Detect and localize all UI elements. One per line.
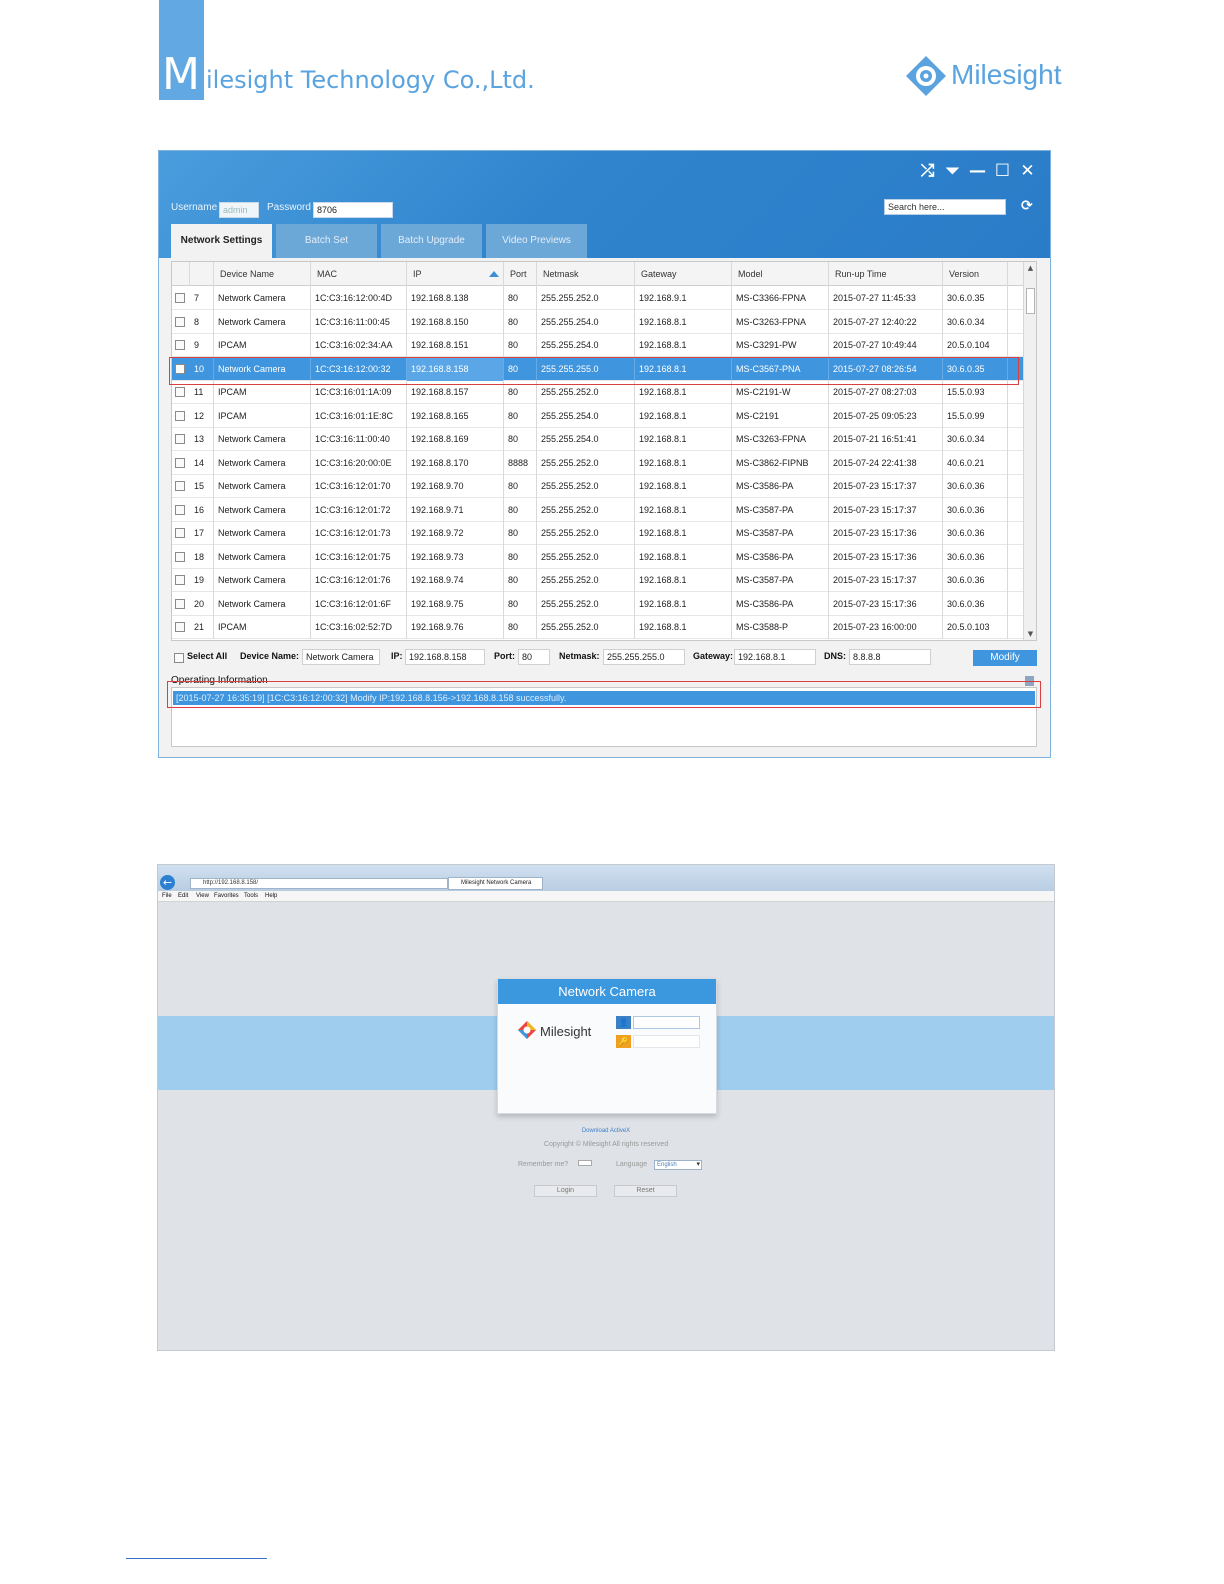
password-label: Password bbox=[267, 202, 311, 213]
cell-no: 13 bbox=[190, 427, 214, 451]
gateway-input[interactable]: 192.168.8.1 bbox=[734, 649, 816, 665]
remember-toggle[interactable] bbox=[578, 1160, 592, 1166]
menu-favorites[interactable]: Favorites bbox=[214, 893, 239, 899]
cell-model: MS-C3291-PW bbox=[732, 333, 829, 357]
cell-no: 7 bbox=[190, 286, 214, 310]
cell-port: 80 bbox=[504, 404, 537, 428]
maximize-icon[interactable]: ☐ bbox=[994, 161, 1011, 181]
cell-mac: 1C:C3:16:12:01:6F bbox=[311, 592, 407, 616]
cell-mask: 255.255.252.0 bbox=[537, 615, 635, 639]
cell-mac: 1C:C3:16:12:01:72 bbox=[311, 498, 407, 522]
cell-ver: 30.6.0.36 bbox=[943, 521, 1008, 545]
cell-name: Network Camera bbox=[214, 357, 311, 381]
cell-model: MS-C3567-PNA bbox=[732, 357, 829, 381]
cell-name: Network Camera bbox=[214, 498, 311, 522]
cell-model: MS-C2191 bbox=[732, 404, 829, 428]
language-select[interactable]: English ▾ bbox=[654, 1160, 702, 1170]
cell-model: MS-C3586-PA bbox=[732, 545, 829, 569]
ip-input[interactable]: 192.168.8.158 bbox=[405, 649, 485, 665]
cell-port: 80 bbox=[504, 333, 537, 357]
cell-port: 80 bbox=[504, 427, 537, 451]
netmask-label: Netmask: bbox=[559, 651, 600, 661]
cell-model: MS-C3586-PA bbox=[732, 474, 829, 498]
cell-model: MS-C3587-PA bbox=[732, 498, 829, 522]
cell-no: 18 bbox=[190, 545, 214, 569]
table-row[interactable] bbox=[172, 310, 1024, 334]
header-checkbox-col bbox=[172, 262, 190, 286]
user-icon: 👤 bbox=[616, 1016, 631, 1029]
selected-row-highlight-box bbox=[169, 357, 1019, 385]
cell-port: 80 bbox=[504, 286, 537, 310]
cell-run: 2015-07-24 22:41:38 bbox=[829, 451, 943, 475]
copyright-text: Copyright © Milesight All rights reserved bbox=[543, 1141, 669, 1148]
cell-mask: 255.255.252.0 bbox=[537, 545, 635, 569]
cell-ip: 192.168.9.76 bbox=[407, 615, 504, 639]
table-row[interactable] bbox=[172, 592, 1024, 616]
cell-no: 15 bbox=[190, 474, 214, 498]
cell-ver: 30.6.0.36 bbox=[943, 568, 1008, 592]
menu-view[interactable]: View bbox=[196, 893, 209, 899]
cell-ip: 192.168.8.170 bbox=[407, 451, 504, 475]
table-row[interactable] bbox=[172, 521, 1024, 545]
table-row[interactable] bbox=[172, 286, 1024, 310]
cell-ver: 15.5.0.93 bbox=[943, 380, 1008, 404]
cell-run: 2015-07-23 15:17:37 bbox=[829, 498, 943, 522]
dns-label: DNS: bbox=[824, 651, 846, 661]
footer-rule bbox=[126, 1558, 267, 1559]
cell-gw: 192.168.8.1 bbox=[635, 615, 732, 639]
milesight-logo-icon bbox=[905, 55, 947, 97]
address-bar[interactable]: http://192.168.8.158/ bbox=[190, 878, 448, 889]
password-field[interactable] bbox=[633, 1035, 700, 1048]
cell-model: MS-C3263-FPNA bbox=[732, 427, 829, 451]
username-label: Username bbox=[171, 202, 218, 213]
cell-ver: 30.6.0.34 bbox=[943, 427, 1008, 451]
cell-model: MS-C3587-PA bbox=[732, 521, 829, 545]
row-checkbox[interactable] bbox=[175, 599, 185, 609]
cell-mac: 1C:C3:16:20:00:0E bbox=[311, 451, 407, 475]
select-all-label: Select All bbox=[187, 651, 228, 661]
cell-model: MS-C3588-P bbox=[732, 615, 829, 639]
cell-name: Network Camera bbox=[214, 451, 311, 475]
cell-model: MS-C3263-FPNA bbox=[732, 310, 829, 334]
row-checkbox[interactable] bbox=[175, 622, 185, 632]
cell-name: IPCAM bbox=[214, 404, 311, 428]
cell-run: 2015-07-23 15:17:37 bbox=[829, 568, 943, 592]
cell-mac: 1C:C3:16:12:01:73 bbox=[311, 521, 407, 545]
cell-gw: 192.168.8.1 bbox=[635, 521, 732, 545]
port-input[interactable]: 80 bbox=[518, 649, 550, 665]
cell-gw: 192.168.8.1 bbox=[635, 427, 732, 451]
port-label: Port: bbox=[494, 651, 515, 661]
cell-run: 2015-07-23 16:00:00 bbox=[829, 615, 943, 639]
cell-ip: 192.168.9.73 bbox=[407, 545, 504, 569]
cell-run: 2015-07-27 11:45:33 bbox=[829, 286, 943, 310]
minimize-icon[interactable]: — bbox=[969, 161, 986, 181]
key-icon: 🔑 bbox=[616, 1035, 631, 1048]
log-highlight-box bbox=[167, 681, 1041, 708]
cell-mask: 255.255.252.0 bbox=[537, 568, 635, 592]
cell-mac: 1C:C3:16:12:01:75 bbox=[311, 545, 407, 569]
cell-name: Network Camera bbox=[214, 592, 311, 616]
language-label: Language bbox=[616, 1161, 648, 1168]
row-checkbox[interactable] bbox=[175, 387, 185, 397]
browser-window bbox=[157, 864, 1055, 1351]
cell-model: MS-C3586-PA bbox=[732, 592, 829, 616]
menu-file[interactable]: File bbox=[162, 893, 172, 899]
close-icon[interactable]: ✕ bbox=[1020, 161, 1035, 181]
cell-mac: 1C:C3:16:11:00:40 bbox=[311, 427, 407, 451]
cell-gw: 192.168.8.1 bbox=[635, 404, 732, 428]
cell-mask: 255.255.252.0 bbox=[537, 521, 635, 545]
cell-run: 2015-07-23 15:17:37 bbox=[829, 474, 943, 498]
cell-port: 80 bbox=[504, 592, 537, 616]
cell-ver: 30.6.0.36 bbox=[943, 498, 1008, 522]
sort-ascending-icon bbox=[489, 271, 499, 277]
cell-port: 80 bbox=[504, 474, 537, 498]
cell-run: 2015-07-27 10:49:44 bbox=[829, 333, 943, 357]
row-checkbox[interactable] bbox=[175, 481, 185, 491]
tab-video-previews[interactable]: Video Previews bbox=[486, 224, 587, 258]
table-row[interactable] bbox=[172, 545, 1024, 569]
cell-no: 8 bbox=[190, 310, 214, 334]
cell-port: 8888 bbox=[504, 451, 537, 475]
column-header-runup-time[interactable]: Run-up Time bbox=[829, 262, 943, 286]
cell-ip: 192.168.9.70 bbox=[407, 474, 504, 498]
cell-port: 80 bbox=[504, 615, 537, 639]
cell-ver: 30.6.0.36 bbox=[943, 592, 1008, 616]
cell-run: 2015-07-27 08:26:54 bbox=[829, 357, 943, 381]
cell-name: IPCAM bbox=[214, 615, 311, 639]
cell-model: MS-C3366-FPNA bbox=[732, 286, 829, 310]
netmask-input[interactable]: 255.255.255.0 bbox=[603, 649, 685, 665]
cell-ip: 192.168.9.75 bbox=[407, 592, 504, 616]
cell-gw: 192.168.8.1 bbox=[635, 380, 732, 404]
column-header-netmask[interactable]: Netmask bbox=[537, 262, 635, 286]
cell-run: 2015-07-23 15:17:36 bbox=[829, 592, 943, 616]
cell-ver: 15.5.0.99 bbox=[943, 404, 1008, 428]
cell-mask: 255.255.252.0 bbox=[537, 498, 635, 522]
company-name: ilesight Technology Co.,Ltd. bbox=[206, 66, 535, 94]
log-entry: [2015-07-27 16:35:19] [1C:C3:16:12:00:32] Modify IP:192.168.8.156->192.168.8.158 successfully. bbox=[173, 691, 1035, 705]
row-checkbox[interactable] bbox=[175, 528, 185, 538]
cell-ip: 192.168.8.158 bbox=[407, 357, 504, 381]
cell-gw: 192.168.8.1 bbox=[635, 568, 732, 592]
cell-mac: 1C:C3:16:11:00:45 bbox=[311, 310, 407, 334]
cell-ver: 30.6.0.36 bbox=[943, 474, 1008, 498]
table-row[interactable] bbox=[172, 451, 1024, 475]
window-controls bbox=[919, 161, 1036, 181]
cell-no: 14 bbox=[190, 451, 214, 475]
cell-mask: 255.255.252.0 bbox=[537, 380, 635, 404]
cell-run: 2015-07-23 15:17:36 bbox=[829, 545, 943, 569]
cell-model: MS-C3862-FIPNB bbox=[732, 451, 829, 475]
cell-run: 2015-07-25 09:05:23 bbox=[829, 404, 943, 428]
cell-port: 80 bbox=[504, 545, 537, 569]
cell-name: Network Camera bbox=[214, 568, 311, 592]
cell-gw: 192.168.8.1 bbox=[635, 592, 732, 616]
row-checkbox[interactable] bbox=[175, 552, 185, 562]
gateway-label: Gateway: bbox=[693, 651, 734, 661]
cell-no: 12 bbox=[190, 404, 214, 428]
milesight-logo-icon bbox=[518, 1021, 536, 1039]
cell-port: 80 bbox=[504, 568, 537, 592]
browser-toolbar bbox=[158, 865, 1054, 891]
cell-no: 16 bbox=[190, 498, 214, 522]
cell-model: MS-C2191-W bbox=[732, 380, 829, 404]
cell-name: Network Camera bbox=[214, 474, 311, 498]
cell-name: Network Camera bbox=[214, 427, 311, 451]
column-header-mac[interactable]: MAC bbox=[311, 262, 407, 286]
cell-ip: 192.168.8.151 bbox=[407, 333, 504, 357]
cell-model: MS-C3587-PA bbox=[732, 568, 829, 592]
cell-ip: 192.168.8.150 bbox=[407, 310, 504, 334]
cell-no: 17 bbox=[190, 521, 214, 545]
cell-mask: 255.255.252.0 bbox=[537, 474, 635, 498]
cell-run: 2015-07-23 15:17:36 bbox=[829, 521, 943, 545]
shuffle-icon[interactable]: ⤮ bbox=[920, 161, 935, 181]
cell-ver: 30.6.0.35 bbox=[943, 286, 1008, 310]
table-row[interactable] bbox=[172, 474, 1024, 498]
scroll-down-icon[interactable]: ▼ bbox=[1027, 630, 1034, 638]
cell-gw: 192.168.8.1 bbox=[635, 333, 732, 357]
cell-ip: 192.168.8.157 bbox=[407, 380, 504, 404]
row-checkbox[interactable] bbox=[175, 317, 185, 327]
cell-ver: 20.5.0.104 bbox=[943, 333, 1008, 357]
cell-no: 21 bbox=[190, 615, 214, 639]
device-name-label: Device Name: bbox=[240, 651, 300, 661]
device-name-input[interactable]: Network Camera bbox=[302, 649, 380, 665]
cell-run: 2015-07-21 16:51:41 bbox=[829, 427, 943, 451]
row-checkbox[interactable] bbox=[175, 434, 185, 444]
header-index-col bbox=[190, 262, 214, 286]
username-field[interactable] bbox=[633, 1016, 700, 1029]
cell-port: 80 bbox=[504, 380, 537, 404]
cell-no: 10 bbox=[190, 357, 214, 381]
cell-run: 2015-07-27 08:27:03 bbox=[829, 380, 943, 404]
browser-menu-bar bbox=[158, 891, 1054, 902]
cell-no: 11 bbox=[190, 380, 214, 404]
cell-name: IPCAM bbox=[214, 380, 311, 404]
cell-mac: 1C:C3:16:12:01:70 bbox=[311, 474, 407, 498]
login-brand-text: Milesight bbox=[540, 1024, 592, 1039]
row-checkbox[interactable] bbox=[175, 340, 185, 350]
cell-mask: 255.255.254.0 bbox=[537, 333, 635, 357]
cell-run: 2015-07-27 12:40:22 bbox=[829, 310, 943, 334]
cell-mask: 255.255.252.0 bbox=[537, 592, 635, 616]
search-input[interactable]: Search here... bbox=[884, 199, 1006, 215]
menu-tools[interactable]: Tools bbox=[244, 893, 259, 899]
cell-gw: 192.168.8.1 bbox=[635, 498, 732, 522]
dns-input[interactable]: 8.8.8.8 bbox=[849, 649, 931, 665]
header-initial: M bbox=[162, 49, 200, 100]
column-header-gateway[interactable]: Gateway bbox=[635, 262, 732, 286]
login-button[interactable]: Login bbox=[534, 1185, 597, 1197]
window-header bbox=[159, 151, 1050, 258]
column-header-ip-label: IP bbox=[413, 269, 422, 279]
cell-name: Network Camera bbox=[214, 286, 311, 310]
select-all-checkbox[interactable] bbox=[174, 653, 184, 663]
username-input[interactable]: admin bbox=[219, 202, 259, 218]
cell-mac: 1C:C3:16:12:00:32 bbox=[311, 357, 407, 381]
row-checkbox[interactable] bbox=[175, 411, 185, 421]
cell-ver: 30.6.0.34 bbox=[943, 310, 1008, 334]
cell-ip: 192.168.8.138 bbox=[407, 286, 504, 310]
column-header-device-name[interactable]: Device Name bbox=[214, 262, 311, 286]
cell-gw: 192.168.8.1 bbox=[635, 357, 732, 381]
cell-ip: 192.168.9.74 bbox=[407, 568, 504, 592]
table-row[interactable] bbox=[172, 568, 1024, 592]
tab-network-settings[interactable]: Network Settings bbox=[171, 224, 272, 258]
cell-port: 80 bbox=[504, 310, 537, 334]
login-title: Network Camera bbox=[498, 979, 716, 1004]
table-row[interactable] bbox=[172, 498, 1024, 522]
cell-gw: 192.168.8.1 bbox=[635, 310, 732, 334]
tab-batch-set[interactable]: Batch Set bbox=[276, 224, 377, 258]
cell-mac: 1C:C3:16:02:34:AA bbox=[311, 333, 407, 357]
table-row[interactable] bbox=[172, 333, 1024, 357]
cell-mac: 1C:C3:16:12:00:4D bbox=[311, 286, 407, 310]
row-checkbox[interactable] bbox=[175, 293, 185, 303]
cell-port: 80 bbox=[504, 498, 537, 522]
cell-mask: 255.255.254.0 bbox=[537, 404, 635, 428]
cell-name: Network Camera bbox=[214, 521, 311, 545]
cell-mac: 1C:C3:16:12:01:76 bbox=[311, 568, 407, 592]
smart-tools-window bbox=[158, 150, 1051, 758]
cell-ip: 192.168.8.165 bbox=[407, 404, 504, 428]
reset-button[interactable]: Reset bbox=[614, 1185, 677, 1197]
cell-gw: 192.168.8.1 bbox=[635, 545, 732, 569]
cell-gw: 192.168.9.1 bbox=[635, 286, 732, 310]
device-table bbox=[171, 261, 1037, 641]
column-header-ip[interactable] bbox=[407, 262, 504, 286]
cell-mac: 1C:C3:16:01:1A:09 bbox=[311, 380, 407, 404]
cell-ip: 192.168.8.169 bbox=[407, 427, 504, 451]
column-header-model[interactable]: Model bbox=[732, 262, 829, 286]
cell-mask: 255.255.252.0 bbox=[537, 451, 635, 475]
tab-bar bbox=[171, 224, 587, 258]
table-row[interactable] bbox=[172, 404, 1024, 428]
cell-name: IPCAM bbox=[214, 333, 311, 357]
cell-mac: 1C:C3:16:01:1E:8C bbox=[311, 404, 407, 428]
cell-ver: 20.5.0.103 bbox=[943, 615, 1008, 639]
cell-port: 80 bbox=[504, 357, 537, 381]
cell-ver: 30.6.0.36 bbox=[943, 545, 1008, 569]
cell-no: 19 bbox=[190, 568, 214, 592]
cell-ip: 192.168.9.71 bbox=[407, 498, 504, 522]
remember-label: Remember me? bbox=[518, 1161, 569, 1168]
table-header bbox=[172, 262, 1024, 286]
cell-gw: 192.168.8.1 bbox=[635, 451, 732, 475]
browser-tab[interactable]: Milesight Network Camera bbox=[448, 877, 543, 890]
cell-gw: 192.168.8.1 bbox=[635, 474, 732, 498]
download-activex-link[interactable]: Download ActiveX bbox=[581, 1128, 631, 1134]
table-scrollbar[interactable] bbox=[1023, 262, 1036, 640]
cell-mask: 255.255.252.0 bbox=[537, 286, 635, 310]
cell-name: Network Camera bbox=[214, 310, 311, 334]
row-checkbox[interactable] bbox=[175, 575, 185, 585]
cell-mac: 1C:C3:16:02:52:7D bbox=[311, 615, 407, 639]
table-row[interactable] bbox=[172, 615, 1024, 639]
row-checkbox[interactable] bbox=[175, 458, 185, 468]
row-checkbox[interactable] bbox=[175, 505, 185, 515]
operating-info-label: Operating Information bbox=[171, 675, 268, 686]
modify-button[interactable]: Modify bbox=[973, 650, 1037, 666]
cell-no: 9 bbox=[190, 333, 214, 357]
scroll-up-icon[interactable]: ▲ bbox=[1027, 264, 1034, 272]
refresh-icon[interactable]: ⟳ bbox=[1021, 198, 1033, 214]
back-arrow-icon[interactable]: ← bbox=[160, 875, 175, 890]
cell-mask: 255.255.254.0 bbox=[537, 427, 635, 451]
password-input[interactable]: 8706 bbox=[313, 202, 393, 218]
logo-brand-text: Milesight bbox=[951, 59, 1062, 90]
cell-name: Network Camera bbox=[214, 545, 311, 569]
ip-label: IP: bbox=[391, 651, 403, 661]
cell-mask: 255.255.255.0 bbox=[537, 357, 635, 381]
cell-no: 20 bbox=[190, 592, 214, 616]
column-header-version[interactable]: Version bbox=[943, 262, 1008, 286]
menu-help[interactable]: Help bbox=[265, 893, 278, 899]
milesight-logo bbox=[905, 55, 1062, 97]
column-header-port[interactable]: Port bbox=[504, 262, 537, 286]
cell-port: 80 bbox=[504, 521, 537, 545]
scroll-thumb[interactable] bbox=[1026, 288, 1035, 314]
menu-edit[interactable]: Edit bbox=[178, 893, 189, 899]
cell-ver: 30.6.0.35 bbox=[943, 357, 1008, 381]
cell-ver: 40.6.0.21 bbox=[943, 451, 1008, 475]
cell-ip: 192.168.9.72 bbox=[407, 521, 504, 545]
table-row[interactable] bbox=[172, 427, 1024, 451]
tab-batch-upgrade[interactable]: Batch Upgrade bbox=[381, 224, 482, 258]
filter-icon[interactable]: ⏷ bbox=[945, 161, 960, 181]
cell-mask: 255.255.254.0 bbox=[537, 310, 635, 334]
